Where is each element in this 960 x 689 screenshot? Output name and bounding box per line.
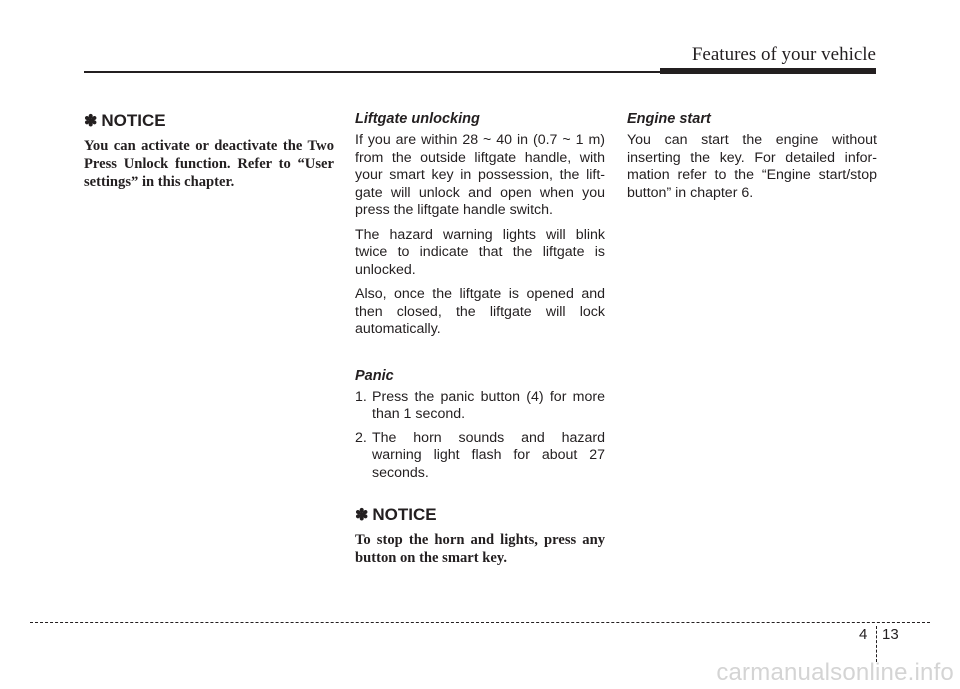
notice-text: You can activate or deactivate the Two Press Unlock function. Refer to “User settings” in this chapter. [84, 138, 334, 190]
column-right [627, 111, 877, 209]
liftgate-heading: Liftgate unlocking [355, 111, 480, 127]
step-text: The horn sounds and hazard warning light flash for about 27 seconds. [372, 429, 605, 481]
notice-heading [84, 111, 334, 131]
notice-heading [355, 505, 605, 525]
notice-title: NOTICE [101, 111, 166, 130]
column-middle [355, 111, 605, 567]
header-rule-thick [660, 68, 876, 74]
panic-steps [355, 389, 605, 483]
liftgate-paragraph: If you are within 28 ~ 40 in (0.7 ~ 1 m) from the outside liftgate handle, with your smart key in possession, the lift-gate will unlock and open when you press the liftgate handle switch. [355, 132, 605, 218]
notice-text: To stop the horn and lights, press any button on the smart key. [355, 532, 605, 566]
page-number: 13 [882, 626, 899, 643]
step-number: 1. [355, 388, 367, 405]
engine-start-heading: Engine start [627, 111, 711, 127]
liftgate-paragraph: The hazard warning lights will blink twice to indicate that the liftgate is unlocked. [355, 226, 605, 278]
chapter-number: 4 [859, 626, 868, 643]
panic-heading: Panic [355, 367, 394, 384]
notice-title: NOTICE [372, 505, 437, 524]
page-header-title: Features of your vehicle [691, 44, 876, 65]
liftgate-paragraph: Also, once the liftgate is opened and then closed, the liftgate will lock automatically. [355, 286, 605, 337]
step-number: 2. [355, 429, 367, 446]
header-rule-thin [84, 71, 664, 73]
step-text: Press the panic button (4) for more than 1 second. [372, 388, 605, 422]
column-left [84, 111, 334, 191]
list-item [355, 430, 605, 483]
notice-star-icon: ✽ [355, 507, 369, 524]
engine-start-paragraph: You can start the engine without inserting the key. For detailed infor-mation refer to the “Engine start/stop button” in chapter 6. [627, 132, 877, 201]
page-number-divider [876, 626, 877, 662]
footer-dashed-rule [30, 622, 930, 623]
list-item [355, 389, 605, 424]
notice-star-icon: ✽ [84, 113, 98, 130]
watermark: carmanualsonline.info [716, 659, 954, 686]
